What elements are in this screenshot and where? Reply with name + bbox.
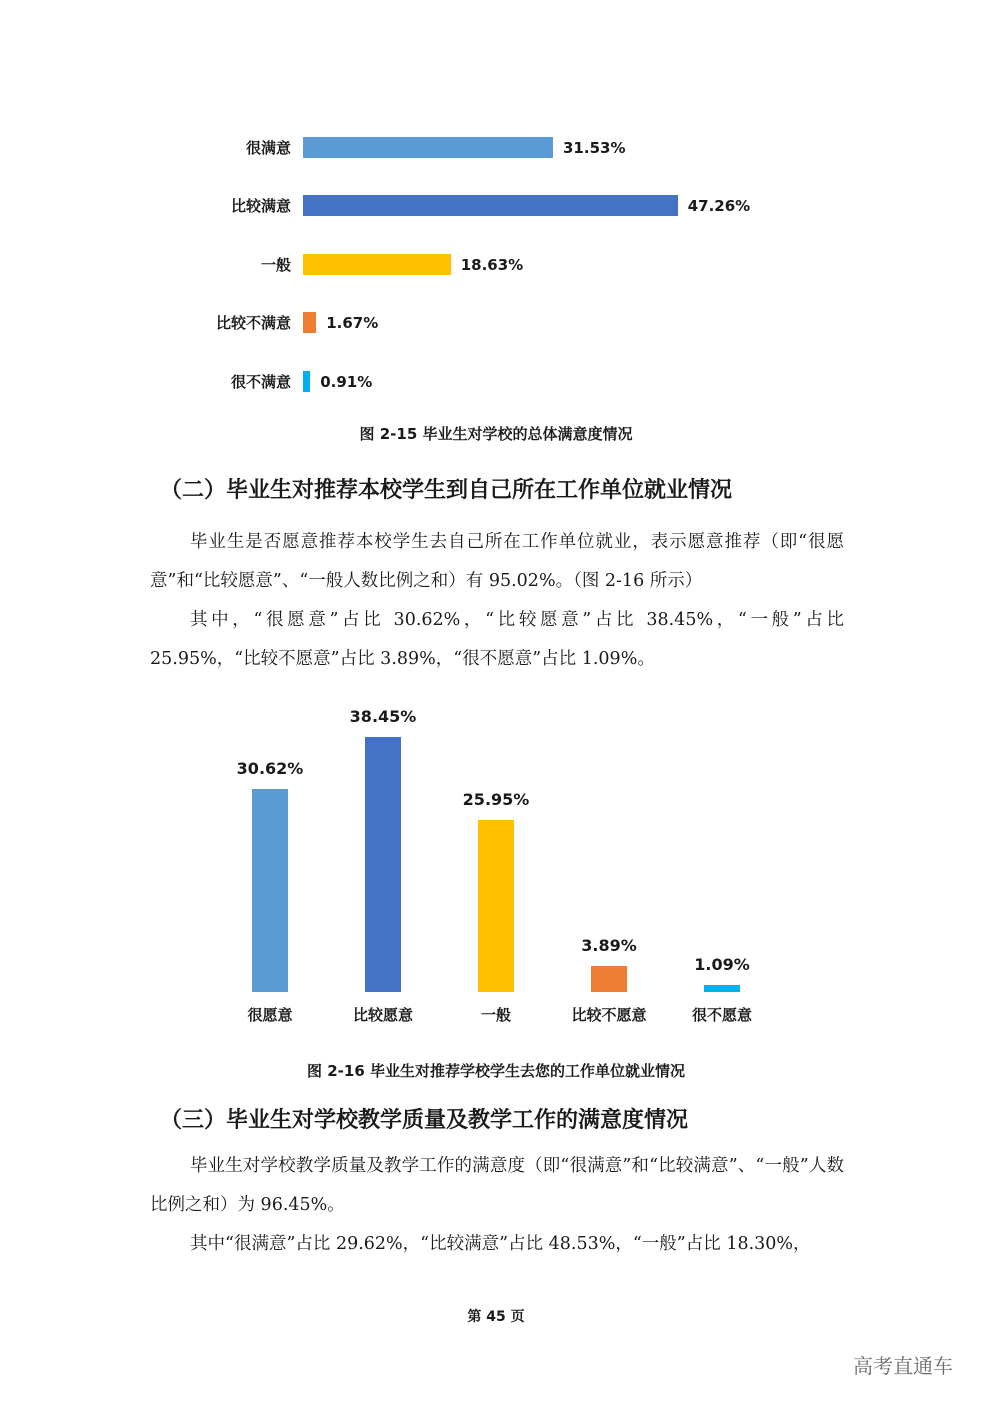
watermark: 高考直通车 xyxy=(853,1354,953,1378)
hbar-category-label: 很满意 xyxy=(245,139,291,157)
vbar-4 xyxy=(704,985,740,992)
vbar-category-label: 比较不愿意 xyxy=(571,1006,647,1024)
vbar-value-label: 3.89% xyxy=(581,936,637,956)
vbar-category-label: 比较愿意 xyxy=(352,1006,413,1024)
vbar-value-label: 38.45% xyxy=(349,707,417,726)
hbar-1 xyxy=(303,195,678,216)
hbar-category-label: 很不满意 xyxy=(230,372,291,391)
hbar-category-label: 一般 xyxy=(260,255,291,274)
vbar-1 xyxy=(365,737,401,992)
section-2-heading: （二）毕业生对推荐本校学生到自己所在工作单位就业情况 xyxy=(160,478,733,503)
hbar-category-label: 比较满意 xyxy=(230,197,291,216)
page-number: 第 45 页 xyxy=(467,1309,525,1325)
hbar-3 xyxy=(303,312,316,333)
vbar-0 xyxy=(252,789,288,992)
hbar-value-label: 0.91% xyxy=(320,372,373,391)
hbar-2 xyxy=(303,254,451,275)
hbar-value-label: 18.63% xyxy=(460,255,524,274)
section-2-paragraph-1: 毕业生是否愿意推荐本校学生去自己所在工作单位就业，表示愿意推荐（即“很愿意”和“比较愿意”、“一般人数比例之和）有 95.02%。（图 2-16 所示） xyxy=(150,532,844,591)
figure-2-16-caption: 图 2-16 毕业生对推荐学校学生去您的工作单位就业情况 xyxy=(307,1062,685,1080)
hbar-value-label: 31.53% xyxy=(563,139,626,157)
vbar-category-label: 很愿意 xyxy=(247,1006,293,1024)
figure-2-15-caption: 图 2-15 毕业生对学校的总体满意度情况 xyxy=(359,425,633,443)
vbar-2 xyxy=(478,820,514,992)
hbar-value-label: 47.26% xyxy=(687,197,751,216)
vbar-category-label: 很不愿意 xyxy=(691,1006,752,1024)
vbar-value-label: 1.09% xyxy=(694,954,750,974)
hbar-4 xyxy=(303,371,310,392)
hbar-value-label: 1.67% xyxy=(326,314,379,333)
section-3-paragraph-2: 其中“很满意”占比 29.62%，“比较满意”占比 48.53%，“一般”占比 18.30%， xyxy=(190,1234,811,1254)
section-3-paragraph-1: 毕业生对学校教学质量及教学工作的满意度（即“很满意”和“比较满意”、“一般”人数比例之和）为 96.45%。 xyxy=(150,1156,844,1215)
section-2-paragraph-2: 其中，“很愿意”占比 30.62%，“比较愿意”占比 38.45%，“一般”占比 25.95%，“比较不愿意”占比 3.89%，“很不愿意”占比 1.09%。 xyxy=(150,610,844,669)
vbar-value-label: 25.95% xyxy=(462,789,530,809)
hbar-category-label: 比较不满意 xyxy=(215,314,291,333)
vbar-category-label: 一般 xyxy=(480,1006,511,1024)
section-3-heading: （三）毕业生对学校教学质量及教学工作的满意度情况 xyxy=(160,1108,689,1133)
vbar-3 xyxy=(591,966,627,992)
hbar-0 xyxy=(303,137,553,158)
vbar-value-label: 30.62% xyxy=(236,758,304,778)
